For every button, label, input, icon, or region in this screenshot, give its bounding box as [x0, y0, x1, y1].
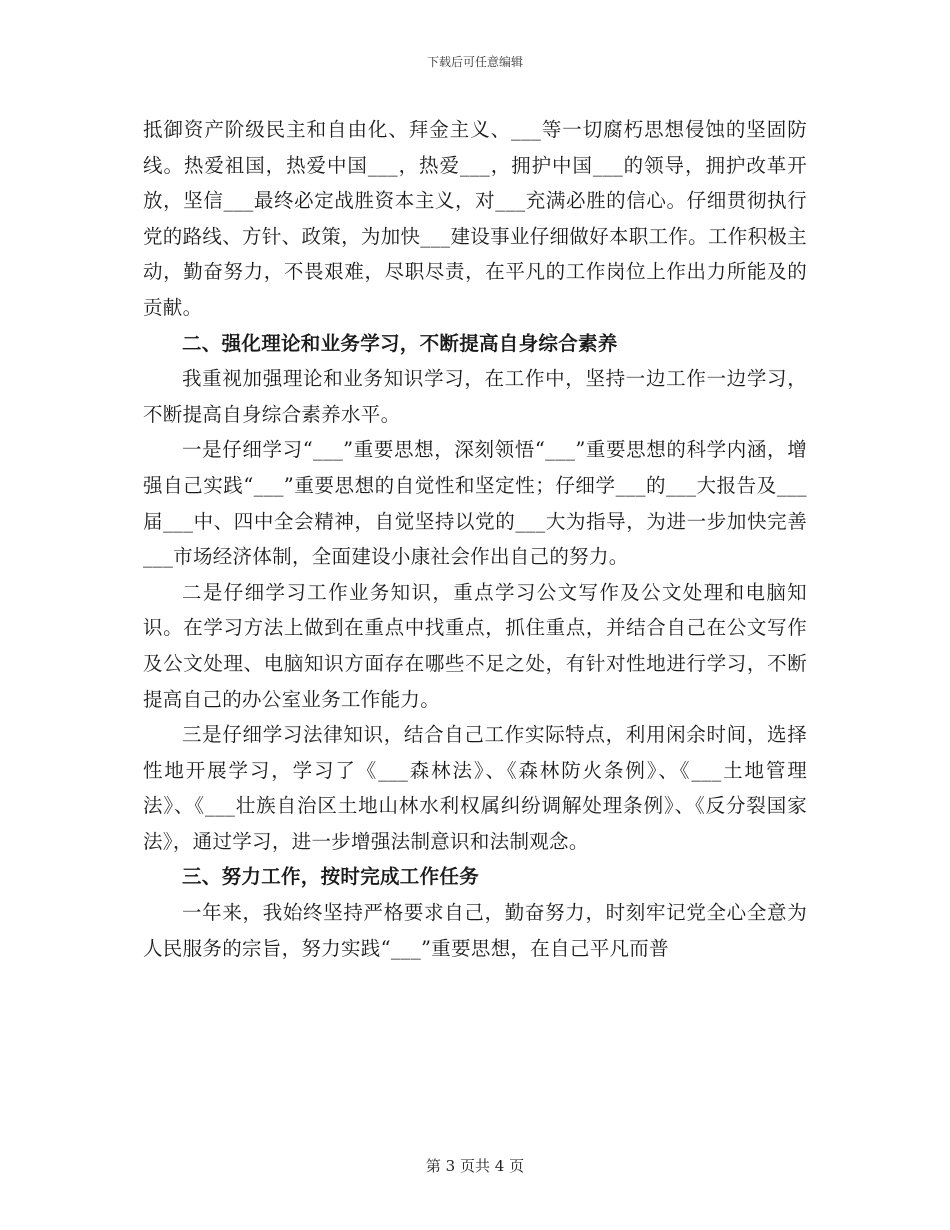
paragraph-5: 三是仔细学习法律知识，结合自己工作实际特点，利用闲余时间，选择性地开展学习，学习了《___森林法》、《森林防火条例》、《___土地管理法》、《___壮族自治区土地山林水利权属纠纷调解处理条例》、《反分裂国家法》，通过学习，进一步增强法制意识和法制观念。 — [143, 723, 807, 853]
document-body — [143, 112, 807, 966]
paragraph-4: 二是仔细学习工作业务知识，重点学习公文写作及公文处理和电脑知识。在学习方法上做到在重点中找重点，抓住重点，并结合自己在公文写作及公文处理、电脑知识方面存在哪些不足之处，有针对性地进行学习，不断提高自己的办公室业务工作能力。 — [143, 580, 807, 711]
section-heading-2: 二、强化理论和业务学习，不断提高自身综合素养 — [182, 331, 618, 355]
paragraph-2: 我重视加强理论和业务知识学习，在工作中，坚持一边工作一边学习，不断提高自身综合素养水平。 — [143, 367, 807, 426]
page-header: 下载后可任意编辑 — [426, 55, 523, 69]
paragraph-1: 抵御资产阶级民主和自由化、拜金主义、___等一切腐朽思想侵蚀的坚固防线。热爱祖国，热爱中国___，热爱___，拥护中国___的领导，拥护改革开放，坚信___最终必定战胜资本主义，对___充满必胜的信心。仔细贯彻执行党的路线、方针、政策，为加快___建设事业仔细做好本职工作。工作积极主动，勤奋努力，不畏艰难，尽职尽责，在平凡的工作岗位上作出力所能及的贡献。 — [143, 118, 807, 319]
paragraph-6: 一年来，我始终坚持严格要求自己，勤奋努力，时刻牢记党全心全意为人民服务的宗旨，努力实践“___”重要思想，在自己平凡而普 — [143, 901, 807, 960]
section-heading-3: 三、努力工作，按时完成工作任务 — [182, 865, 480, 889]
page-footer: 第 3 页共 4 页 — [425, 1157, 525, 1175]
paragraph-3: 一是仔细学习“___”重要思想，深刻领悟“___”重要思想的科学内涵，增强自己实践“___”重要思想的自觉性和坚定性；仔细学___的___大报告及___届___中、四中全会精神，自觉坚持以党的___大为指导，为进一步加快完善___市场经济体制，全面建设小康社会作出自己的努力。 — [143, 438, 807, 569]
